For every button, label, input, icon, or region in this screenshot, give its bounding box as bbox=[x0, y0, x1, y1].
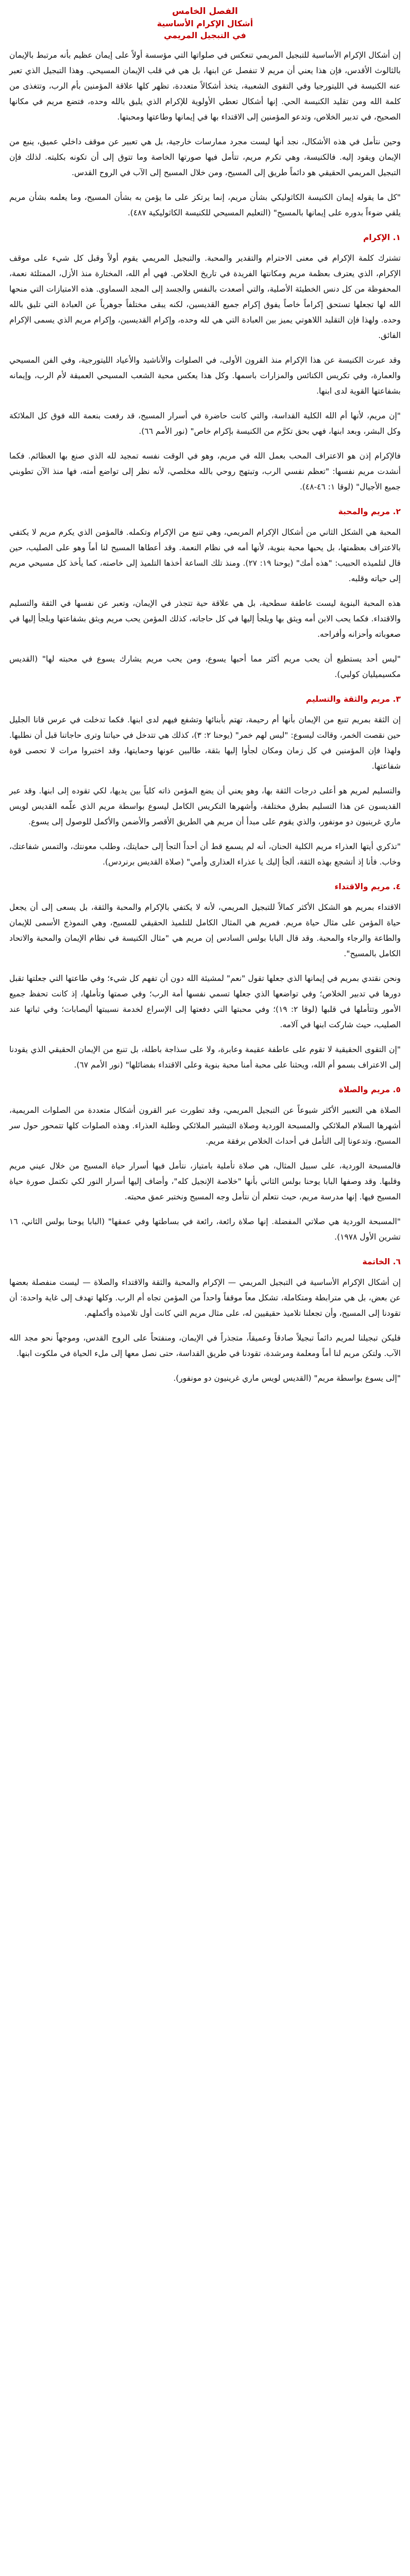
section-heading: ٤. مريم والاقتداء bbox=[334, 882, 401, 891]
article-body bbox=[9, 47, 401, 1386]
section-heading: ٦. الخاتمة bbox=[362, 1257, 401, 1266]
quotation-paragraph: "المسبحة الوردية هي صلاتي المفضلة. إنها صلاة رائعة، رائعة في بساطتها وفي عمقها" (البابا يوحنا بولس الثاني، ١٦ تشرين الأول ١٩٧٨). bbox=[9, 1217, 401, 1242]
body-paragraph: الاقتداء بمريم هو الشكل الأكثر كمالاً للتبجيل المريمي، لأنه لا يكتفي بالإكرام والمحبة والثقة، بل يسعى إلى أن يجعل حياة المؤمن على مثال حياة مريم. فمريم هي المثال الكامل للتلميذ الحقيقي للمسيح، وهي النموذج الأسمى للإيمان والطاعة والرجاء والمحبة. وقد قال البابا بولس السادس إن مريم هي "مثال الكنيسة في نظام الإيمان والمحبة والاتحاد الكامل بالمسيح". bbox=[9, 903, 401, 958]
body-paragraph: فالمسبحة الوردية، على سبيل المثال، هي صلاة تأملية بامتياز، نتأمل فيها أسرار حياة المسيح من خلال عيني مريم وقلبها. وقد وصفها البابا يوحنا بولس الثاني بأنها "خلاصة الإنجيل كله"، وأضاف إليها أسرار النور لكي تكتمل صورة حياة المسيح فيها. إنها مدرسة مريم، حيث نتعلم أن نتأمل وجه المسيح ونختبر عمق محبته. bbox=[9, 1161, 401, 1201]
quotation-paragraph: "كل ما يقوله إيمان الكنيسة الكاثوليكي بشأن مريم، إنما يرتكز على ما يؤمن به بشأن المسيح، وما يعلمه بشأن مريم يلقي ضوءاً بدوره على إيمانها بالمسيح" (التعليم المسيحي للكنيسة الكاثوليكية ٤٨٧). bbox=[9, 193, 401, 217]
body-paragraph: فليكن تبجيلنا لمريم دائماً تبجيلاً صادقاً وعميقاً، متجذراً في الإيمان، ومنفتحاً على الروح القدس، وموجهاً نحو مجد الله الآب. ولتكن مريم لنا أماً ومعلمة ومرشدة، تقودنا في طريق القداسة، حتى نصل معها إلى ملء الحياة في ملكوت ابنها. bbox=[9, 1333, 401, 1358]
body-paragraph: إن الثقة بمريم تنبع من الإيمان بأنها أم رحيمة، تهتم بأبنائها وتشفع فيهم لدى ابنها. فكما تدخلت في عرس قانا الجليل حين نقصت الخمر، وقالت ليسوع: "ليس لهم خمر" (يوحنا ٢: ٣)، كذلك هي تتدخل في حياتنا وترى حاجاتنا قبل أن نطلبها. ولهذا فإن المؤمنين في كل زمان ومكان لجأوا إليها بثقة، طالبين عونها وحمايتها، وقد اختبروا مرات لا تحصى قوة شفاعتها. bbox=[9, 715, 401, 771]
quotation-paragraph: "إن مريم، لأنها أم الله الكلية القداسة، والتي كانت حاضرة في أسرار المسيح، قد رفعت بنعمة الله فوق كل الملائكة وكل البشر، وبعد ابنها، فهي بحق تكرَّم من الكنيسة بإكرام خاص" (نور الأمم ٦٦). bbox=[9, 411, 401, 436]
body-paragraph: إن أشكال الإكرام الأساسية للتبجيل المريمي تنعكس في صلواتها التي مؤسسة أولاً على إيمان عظيم بأنه مرتبط بالإيمان بالثالوث الأقدس، فإن هذا يعني أن مريم لا تنفصل عن ابنها، بل هي في قلب الإيمان المسيحي. وهذا التبجيل الذي تعبر عنه الكنيسة في الليتورجيا وفي التقوى الشعبية، يتخذ أشكالاً متعددة، تظهر كلها علاقة المؤمنين بأم الرب، وتتغذى من كلمة الله ومن تقليد الكنيسة الحي. إنها أشكال تعطي الأولوية للإكرام الذي يليق بالله وحده، فتضع مريم في مكانها الصحيح، في تدبير الخلاص، وتدعو المؤمنين إلى الاقتداء بها في إيمانها وطاعتها ومحبتها. bbox=[9, 50, 401, 122]
section-heading: ٥. مريم والصلاة bbox=[338, 1085, 401, 1094]
quotation-paragraph: "إن التقوى الحقيقية لا تقوم على عاطفة عقيمة وعابرة، ولا على سذاجة باطلة، بل تنبع من الإيمان الحقيقي الذي يقودنا إلى الاعتراف بسمو أم الله، ويحثنا على محبة أمنا محبة بنوية وعلى الاقتداء بفضائلها" (نور الأمم ٦٧). bbox=[9, 1045, 401, 1070]
chapter-title: الفصل الخامس bbox=[172, 6, 238, 16]
body-paragraph: هذه المحبة البنوية ليست عاطفة سطحية، بل هي علاقة حية تتجذر في الإيمان، وتعبر عن نفسها في الثقة والتسليم والاقتداء. فكما يحب الابن أمه ويثق بها ويلجأ إليها في كل حاجاته، كذلك المؤمن يحب مريم ويثق بشفاعتها ويلجأ إليها في صعوباته وأحزانه وأفراحه. bbox=[9, 599, 401, 639]
body-paragraph: ونحن نقتدي بمريم في إيمانها الذي جعلها تقول "نعم" لمشيئة الله دون أن تفهم كل شيء؛ وفي طاعتها التي جعلتها تقبل دورها في تدبير الخلاص؛ وفي تواضعها الذي جعلها تسمي نفسها أمة الرب؛ وفي صمتها وتأملها، إذ كانت تحفظ جميع الأمور وتتأملها في قلبها (لوقا ٢: ١٩)؛ وفي محبتها التي دفعتها إلى الإسراع لخدمة نسيبتها أليصابات؛ وفي ثباتها عند الصليب، حيث شاركت ابنها في آلامه. bbox=[9, 974, 401, 1029]
body-paragraph: الصلاة هي التعبير الأكثر شيوعاً عن التبجيل المريمي، وقد تطورت عبر القرون أشكال متعددة من الصلوات المريمية، أشهرها السلام الملائكي والمسبحة الوردية وصلاة التبشير الملائكي وطلبة العذراء. وهذه الصلوات كلها تتمحور حول سر المسيح، وتدعونا إلى التأمل في أحداث الخلاص برفقة مريم. bbox=[9, 1106, 401, 1146]
body-paragraph: والتسليم لمريم هو أعلى درجات الثقة بها، وهو يعني أن يضع المؤمن ذاته كلياً بين يديها، لكي تقوده إلى ابنها. وقد عبر القديسون عن هذا التسليم بطرق مختلفة، وأشهرها التكريس الكامل ليسوع بواسطة مريم الذي علّمه القديس لويس ماري غرينيون دو مونفور، والذي يقوم على مبدأ أن مريم هي الطريق الأقصر والأضمن والأكمل للوصول إلى يسوع. bbox=[9, 786, 401, 826]
quotation-paragraph: "ليس أحد يستطيع أن يحب مريم أكثر مما أحبها يسوع، ومن يحب مريم يشارك يسوع في محبته لها" (القديس مكسيميليان كولبي). bbox=[9, 654, 401, 679]
quotation-paragraph: "إلى يسوع بواسطة مريم" (القديس لويس ماري غرينيون دو مونفور). bbox=[173, 1374, 401, 1383]
body-paragraph: وحين نتأمل في هذه الأشكال، نجد أنها ليست مجرد ممارسات خارجية، بل هي تعبير عن موقف داخلي عميق، ينبع من الإيمان ويقود إليه. فالكنيسة، وهي تكرم مريم، تتأمل فيها صورتها الخاصة وما تتوق إلى أن تكونه بكليته. لذلك فإن التبجيل المريمي الحقيقي هو دائماً طريق إلى المسيح، ومن خلال المسيح إلى الآب في الروح القدس. bbox=[9, 137, 401, 177]
title-block bbox=[9, 0, 401, 40]
body-paragraph: إن أشكال الإكرام الأساسية في التبجيل المريمي — الإكرام والمحبة والثقة والاقتداء والصلاة — ليست منفصلة بعضها عن بعض، بل هي مترابطة ومتكاملة، تشكل معاً موقفاً واحداً من المؤمن تجاه أم الرب. وكلها تهدف إلى غاية واحدة: أن تقودنا إلى المسيح، وأن تجعلنا تلاميذ حقيقيين له، على مثال مريم التي كانت أول تلاميذه وأكملهم. bbox=[9, 1278, 401, 1318]
section-heading: ٣. مريم والثقة والتسليم bbox=[305, 694, 401, 704]
chapter-subsubtitle: في التبجيل المريمي bbox=[164, 30, 246, 40]
body-paragraph: تشترك كلمة الإكرام في معنى الاحترام والتقدير والمحبة. والتبجيل المريمي يقوم أولاً وقبل كل شيء على موقف الإكرام، الذي يعترف بعظمة مريم ومكانتها الفريدة في تاريخ الخلاص. فهي أم الله، المختارة منذ الأزل، الممتلئة نعمة، المحفوظة من كل دنس الخطيئة الأصلية، والتي أصعدت بالنفس والجسد إلى المجد السماوي. هذه الامتيازات التي منحها الله لها تجعلها تستحق إكراماً خاصاً يفوق إكرام جميع القديسين، لكنه يبقى مختلفاً جوهرياً عن العبادة التي تليق بالله وحده. ولهذا فإن التقليد اللاهوتي يميز بين العبادة التي هي لله وحده، وإكرام القديسين، وإكرام مريم الذي يسمى الإكرام الفائق. bbox=[9, 253, 401, 340]
chapter-subtitle: أشكال الإكرام الأساسية bbox=[157, 19, 253, 28]
body-paragraph: فالإكرام إذن هو الاعتراف المحب بعمل الله في مريم، وهو في الوقت نفسه تمجيد لله الذي صنع بها العظائم. فكما أنشدت مريم نفسها: "تعظم نفسي الرب، وتبتهج روحي بالله مخلصي، لأنه نظر إلى تواضع أمته، فها منذ الآن تطوبني جميع الأجيال" (لوقا ١: ٤٦-٤٨). bbox=[9, 451, 401, 492]
section-heading: ٢. مريم والمحبة bbox=[338, 507, 401, 516]
body-paragraph: المحبة هي الشكل الثاني من أشكال الإكرام المريمي، وهي تنبع من الإكرام وتكمله. فالمؤمن الذي يكرم مريم لا يكتفي بالاعتراف بعظمتها، بل يحبها محبة بنوية، لأنها أمه في نظام النعمة. وقد أعطاها المسيح لنا أماً وهو على الصليب، حين قال لتلميذه الحبيب: "هذه أمك" (يوحنا ١٩: ٢٧). ومنذ تلك الساعة أخذها التلميذ إلى خاصته، كما يأخذ كل مسيحي مريم إلى حياته وقلبه. bbox=[9, 528, 401, 583]
quotation-paragraph: "تذكري أيتها العذراء مريم الكلية الحنان، أنه لم يسمع قط أن أحداً التجأ إلى حمايتك، وطلب معونتك، والتمس شفاعتك، وخاب. فأنا إذ أتشجع بهذه الثقة، ألجأ إليك يا عذراء العذارى وأمي" (صلاة القديس برنردس). bbox=[9, 842, 401, 867]
section-heading: ١. الإكرام bbox=[363, 233, 401, 242]
body-paragraph: وقد عبرت الكنيسة عن هذا الإكرام منذ القرون الأولى، في الصلوات والأناشيد والأعياد الليتورجية، وفي الفن المسيحي والعمارة، وفي تكريس الكنائس والمزارات باسمها. وكل هذا يعكس محبة الشعب المسيحي العميقة لأم الرب، وإيمانه بشفاعتها القوية لدى ابنها. bbox=[9, 355, 401, 396]
